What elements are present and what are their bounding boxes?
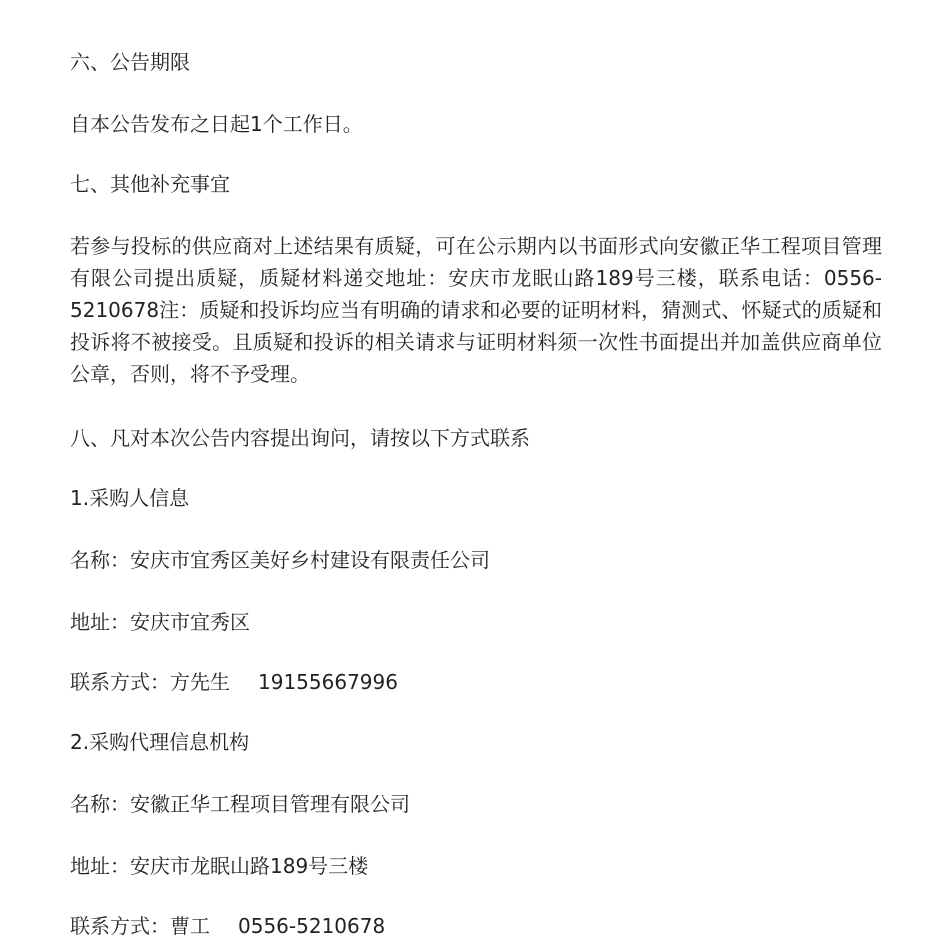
purchaser-contact-label: 联系方式：方先生: [70, 670, 230, 694]
section-7-text: 若参与投标的供应商对上述结果有质疑，可在公示期内以书面形式向安徽正华工程项目管理有限公司提出质疑，质疑材料递交地址：安庆市龙眠山路189号三楼，联系电话：0556-5210678注：质疑和投诉均应当有明确的请求和必要的证明材料，猜测式、怀疑式的质疑和投诉将不被接受。且质疑和投诉的相关请求与证明材料须一次性书面提出并加盖供应商单位公章，否则，将不予受理。: [70, 234, 882, 386]
agency-heading: 2.采购代理信息机构: [70, 730, 250, 754]
purchaser-contact: [70, 666, 398, 698]
agency-address: 地址：安庆市龙眠山路189号三楼: [70, 854, 369, 878]
agency-contact-label: 联系方式：曹工: [70, 914, 210, 938]
agency-contact-phone: 0556-5210678: [238, 914, 386, 938]
section-8-heading: 八、凡对本次公告内容提出询问，请按以下方式联系: [70, 426, 530, 450]
purchaser-contact-phone: 19155667996: [258, 670, 398, 694]
purchaser-name: 名称：安庆市宜秀区美好乡村建设有限责任公司: [70, 548, 490, 572]
purchaser-heading: 1.采购人信息: [70, 486, 190, 510]
section-6-text: 自本公告发布之日起1个工作日。: [70, 112, 363, 136]
section-6-heading: 六、公告期限: [70, 50, 190, 74]
agency-name: 名称：安徽正华工程项目管理有限公司: [70, 792, 410, 816]
purchaser-address: 地址：安庆市宜秀区: [70, 610, 250, 634]
section-7-heading: 七、其他补充事宜: [70, 172, 230, 196]
agency-contact: [70, 910, 385, 942]
